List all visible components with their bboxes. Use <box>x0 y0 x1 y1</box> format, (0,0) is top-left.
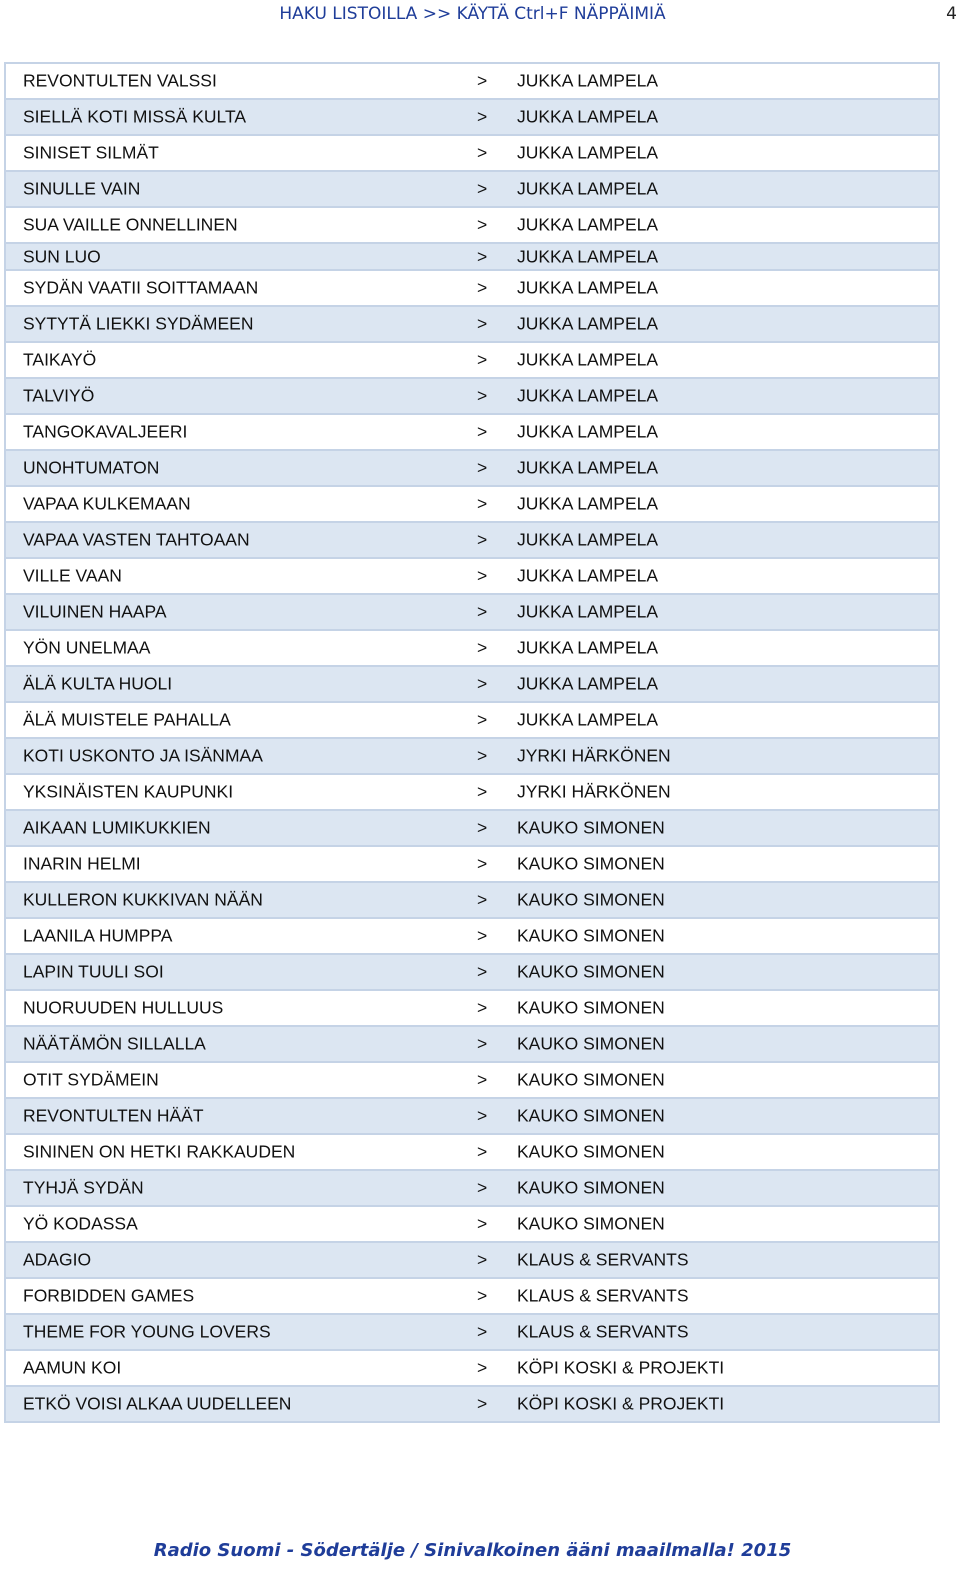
song-title-cell: SINULLE VAIN <box>23 178 141 199</box>
artist-cell: JUKKA LAMPELA <box>517 70 659 91</box>
separator-cell: > <box>477 889 488 910</box>
artist-cell: JUKKA LAMPELA <box>517 457 659 478</box>
separator-cell: > <box>477 1357 488 1378</box>
table-row <box>6 451 938 487</box>
table-row <box>6 172 938 208</box>
table-row <box>6 100 938 136</box>
artist-cell: JUKKA LAMPELA <box>517 601 659 622</box>
artist-cell: KAUKO SIMONEN <box>517 889 665 910</box>
song-title-cell: KULLERON KUKKIVAN NÄÄN <box>23 889 263 910</box>
separator-cell: > <box>477 637 488 658</box>
song-title-cell: REVONTULTEN HÄÄT <box>23 1105 204 1126</box>
table-row <box>6 667 938 703</box>
separator-cell: > <box>477 1069 488 1090</box>
separator-cell: > <box>477 70 488 91</box>
table-row <box>6 523 938 559</box>
table-row <box>6 847 938 883</box>
table-row <box>6 919 938 955</box>
artist-cell: JYRKI HÄRKÖNEN <box>517 745 671 766</box>
artist-cell: KAUKO SIMONEN <box>517 853 665 874</box>
table-row <box>6 379 938 415</box>
separator-cell: > <box>477 246 488 266</box>
song-title-cell: FORBIDDEN GAMES <box>23 1285 195 1306</box>
table-row <box>6 1387 938 1423</box>
artist-cell: JUKKA LAMPELA <box>517 313 659 334</box>
table-row <box>6 1099 938 1135</box>
song-title-cell: SINISET SILMÄT <box>23 142 159 163</box>
artist-cell: JUKKA LAMPELA <box>517 246 659 266</box>
separator-cell: > <box>477 385 488 406</box>
separator-cell: > <box>477 961 488 982</box>
artist-cell: JUKKA LAMPELA <box>517 493 659 514</box>
artist-cell: JUKKA LAMPELA <box>517 673 659 694</box>
table-row <box>6 811 938 847</box>
table-row <box>6 343 938 379</box>
song-title-cell: ÄLÄ KULTA HUOLI <box>23 673 173 694</box>
song-title-cell: TANGOKAVALJEERI <box>23 421 188 442</box>
artist-cell: KAUKO SIMONEN <box>517 1213 665 1234</box>
table-row <box>6 739 938 775</box>
artist-cell: KAUKO SIMONEN <box>517 1069 665 1090</box>
artist-cell: KÖPI KOSKI & PROJEKTI <box>517 1357 725 1378</box>
table-row <box>6 307 938 343</box>
separator-cell: > <box>477 349 488 370</box>
artist-cell: KAUKO SIMONEN <box>517 1177 665 1198</box>
separator-cell: > <box>477 214 488 235</box>
separator-cell: > <box>477 178 488 199</box>
table-row <box>6 883 938 919</box>
separator-cell: > <box>477 1213 488 1234</box>
separator-cell: > <box>477 1105 488 1126</box>
song-title-cell: SININEN ON HETKI RAKKAUDEN <box>23 1141 296 1162</box>
song-title-cell: INARIN HELMI <box>23 853 141 874</box>
song-title-cell: TYHJÄ SYDÄN <box>23 1177 144 1198</box>
separator-cell: > <box>477 925 488 946</box>
table-row <box>6 1027 938 1063</box>
table-row <box>6 64 938 100</box>
song-title-cell: ÄLÄ MUISTELE PAHALLA <box>23 709 231 730</box>
separator-cell: > <box>477 673 488 694</box>
table-row <box>6 1171 938 1207</box>
table-row <box>6 991 938 1027</box>
separator-cell: > <box>477 817 488 838</box>
table-row <box>6 1243 938 1279</box>
separator-cell: > <box>477 709 488 730</box>
song-title-cell: YÖN UNELMAA <box>23 637 151 658</box>
song-title-cell: YKSINÄISTEN KAUPUNKI <box>23 781 234 802</box>
table-row <box>6 487 938 523</box>
song-title-cell: KOTI USKONTO JA ISÄNMAA <box>23 745 263 766</box>
separator-cell: > <box>477 853 488 874</box>
artist-cell: JUKKA LAMPELA <box>517 106 659 127</box>
artist-cell: KLAUS & SERVANTS <box>517 1285 689 1306</box>
song-title-cell: VILUINEN HAAPA <box>23 601 167 622</box>
table-row <box>6 1207 938 1243</box>
artist-cell: JUKKA LAMPELA <box>517 637 659 658</box>
song-title-cell: LAPIN TUULI SOI <box>23 961 164 982</box>
separator-cell: > <box>477 781 488 802</box>
table-row <box>6 136 938 172</box>
artist-cell: JYRKI HÄRKÖNEN <box>517 781 671 802</box>
song-title-cell: SIELLÄ KOTI MISSÄ KULTA <box>23 106 247 127</box>
table-row <box>6 1315 938 1351</box>
page-footer: Radio Suomi - Södertälje / Sinivalkoinen ääni maailmalla! 2015 <box>153 1540 792 1561</box>
separator-cell: > <box>477 1321 488 1342</box>
table-row <box>6 208 938 244</box>
separator-cell: > <box>477 745 488 766</box>
separator-cell: > <box>477 1393 488 1414</box>
song-title-cell: TALVIYÖ <box>23 385 95 406</box>
table-row <box>6 955 938 991</box>
separator-cell: > <box>477 997 488 1018</box>
separator-cell: > <box>477 1141 488 1162</box>
artist-cell: JUKKA LAMPELA <box>517 421 659 442</box>
song-title-cell: VAPAA KULKEMAAN <box>23 493 191 514</box>
table-row <box>6 559 938 595</box>
artist-cell: KÖPI KOSKI & PROJEKTI <box>517 1393 725 1414</box>
artist-cell: KAUKO SIMONEN <box>517 961 665 982</box>
separator-cell: > <box>477 106 488 127</box>
page-header-title: HAKU LISTOILLA >> KÄYTÄ Ctrl+F NÄPPÄIMIÄ <box>279 4 666 24</box>
song-title-cell: ETKÖ VOISI ALKAA UUDELLEEN <box>23 1393 292 1414</box>
song-list-table <box>4 62 940 1423</box>
song-title-cell: NÄÄTÄMÖN SILLALLA <box>23 1033 206 1054</box>
separator-cell: > <box>477 313 488 334</box>
table-row <box>6 631 938 667</box>
artist-cell: KAUKO SIMONEN <box>517 997 665 1018</box>
song-title-cell: SYDÄN VAATII SOITTAMAAN <box>23 277 259 298</box>
song-title-cell: THEME FOR YOUNG LOVERS <box>23 1321 271 1342</box>
song-title-cell: YÖ KODASSA <box>23 1213 138 1234</box>
song-title-cell: AAMUN KOI <box>23 1357 122 1378</box>
page-number: 4 <box>946 4 957 24</box>
artist-cell: JUKKA LAMPELA <box>517 565 659 586</box>
artist-cell: KLAUS & SERVANTS <box>517 1249 689 1270</box>
separator-cell: > <box>477 421 488 442</box>
separator-cell: > <box>477 142 488 163</box>
separator-cell: > <box>477 277 488 298</box>
artist-cell: KAUKO SIMONEN <box>517 1105 665 1126</box>
table-row <box>6 1351 938 1387</box>
table-row <box>6 1063 938 1099</box>
artist-cell: JUKKA LAMPELA <box>517 529 659 550</box>
song-title-cell: NUORUUDEN HULLUUS <box>23 997 224 1018</box>
table-row <box>6 703 938 739</box>
artist-cell: JUKKA LAMPELA <box>517 214 659 235</box>
table-row <box>6 595 938 631</box>
song-title-cell: SUN LUO <box>23 246 101 266</box>
song-title-cell: VAPAA VASTEN TAHTOAAN <box>23 529 250 550</box>
table-row <box>6 1279 938 1315</box>
song-title-cell: LAANILA HUMPPA <box>23 925 173 946</box>
table-row <box>6 1135 938 1171</box>
song-title-cell: TAIKAYÖ <box>23 349 97 370</box>
song-title-cell: SYTYTÄ LIEKKI SYDÄMEEN <box>23 313 254 334</box>
song-title-cell: REVONTULTEN VALSSI <box>23 70 217 91</box>
song-title-cell: SUA VAILLE ONNELLINEN <box>23 214 238 235</box>
artist-cell: JUKKA LAMPELA <box>517 142 659 163</box>
separator-cell: > <box>477 601 488 622</box>
separator-cell: > <box>477 1285 488 1306</box>
song-title-cell: ADAGIO <box>23 1249 92 1270</box>
song-title-cell: VILLE VAAN <box>23 565 122 586</box>
artist-cell: KLAUS & SERVANTS <box>517 1321 689 1342</box>
separator-cell: > <box>477 1177 488 1198</box>
artist-cell: KAUKO SIMONEN <box>517 1033 665 1054</box>
separator-cell: > <box>477 1033 488 1054</box>
separator-cell: > <box>477 493 488 514</box>
artist-cell: KAUKO SIMONEN <box>517 925 665 946</box>
separator-cell: > <box>477 457 488 478</box>
table-row <box>6 244 938 271</box>
separator-cell: > <box>477 565 488 586</box>
artist-cell: KAUKO SIMONEN <box>517 1141 665 1162</box>
separator-cell: > <box>477 529 488 550</box>
song-title-cell: OTIT SYDÄMEIN <box>23 1069 159 1090</box>
artist-cell: JUKKA LAMPELA <box>517 709 659 730</box>
artist-cell: JUKKA LAMPELA <box>517 385 659 406</box>
song-title-cell: AIKAAN LUMIKUKKIEN <box>23 817 211 838</box>
separator-cell: > <box>477 1249 488 1270</box>
table-row <box>6 271 938 307</box>
artist-cell: JUKKA LAMPELA <box>517 277 659 298</box>
artist-cell: KAUKO SIMONEN <box>517 817 665 838</box>
artist-cell: JUKKA LAMPELA <box>517 349 659 370</box>
artist-cell: JUKKA LAMPELA <box>517 178 659 199</box>
song-title-cell: UNOHTUMATON <box>23 457 160 478</box>
table-row <box>6 415 938 451</box>
table-row <box>6 775 938 811</box>
